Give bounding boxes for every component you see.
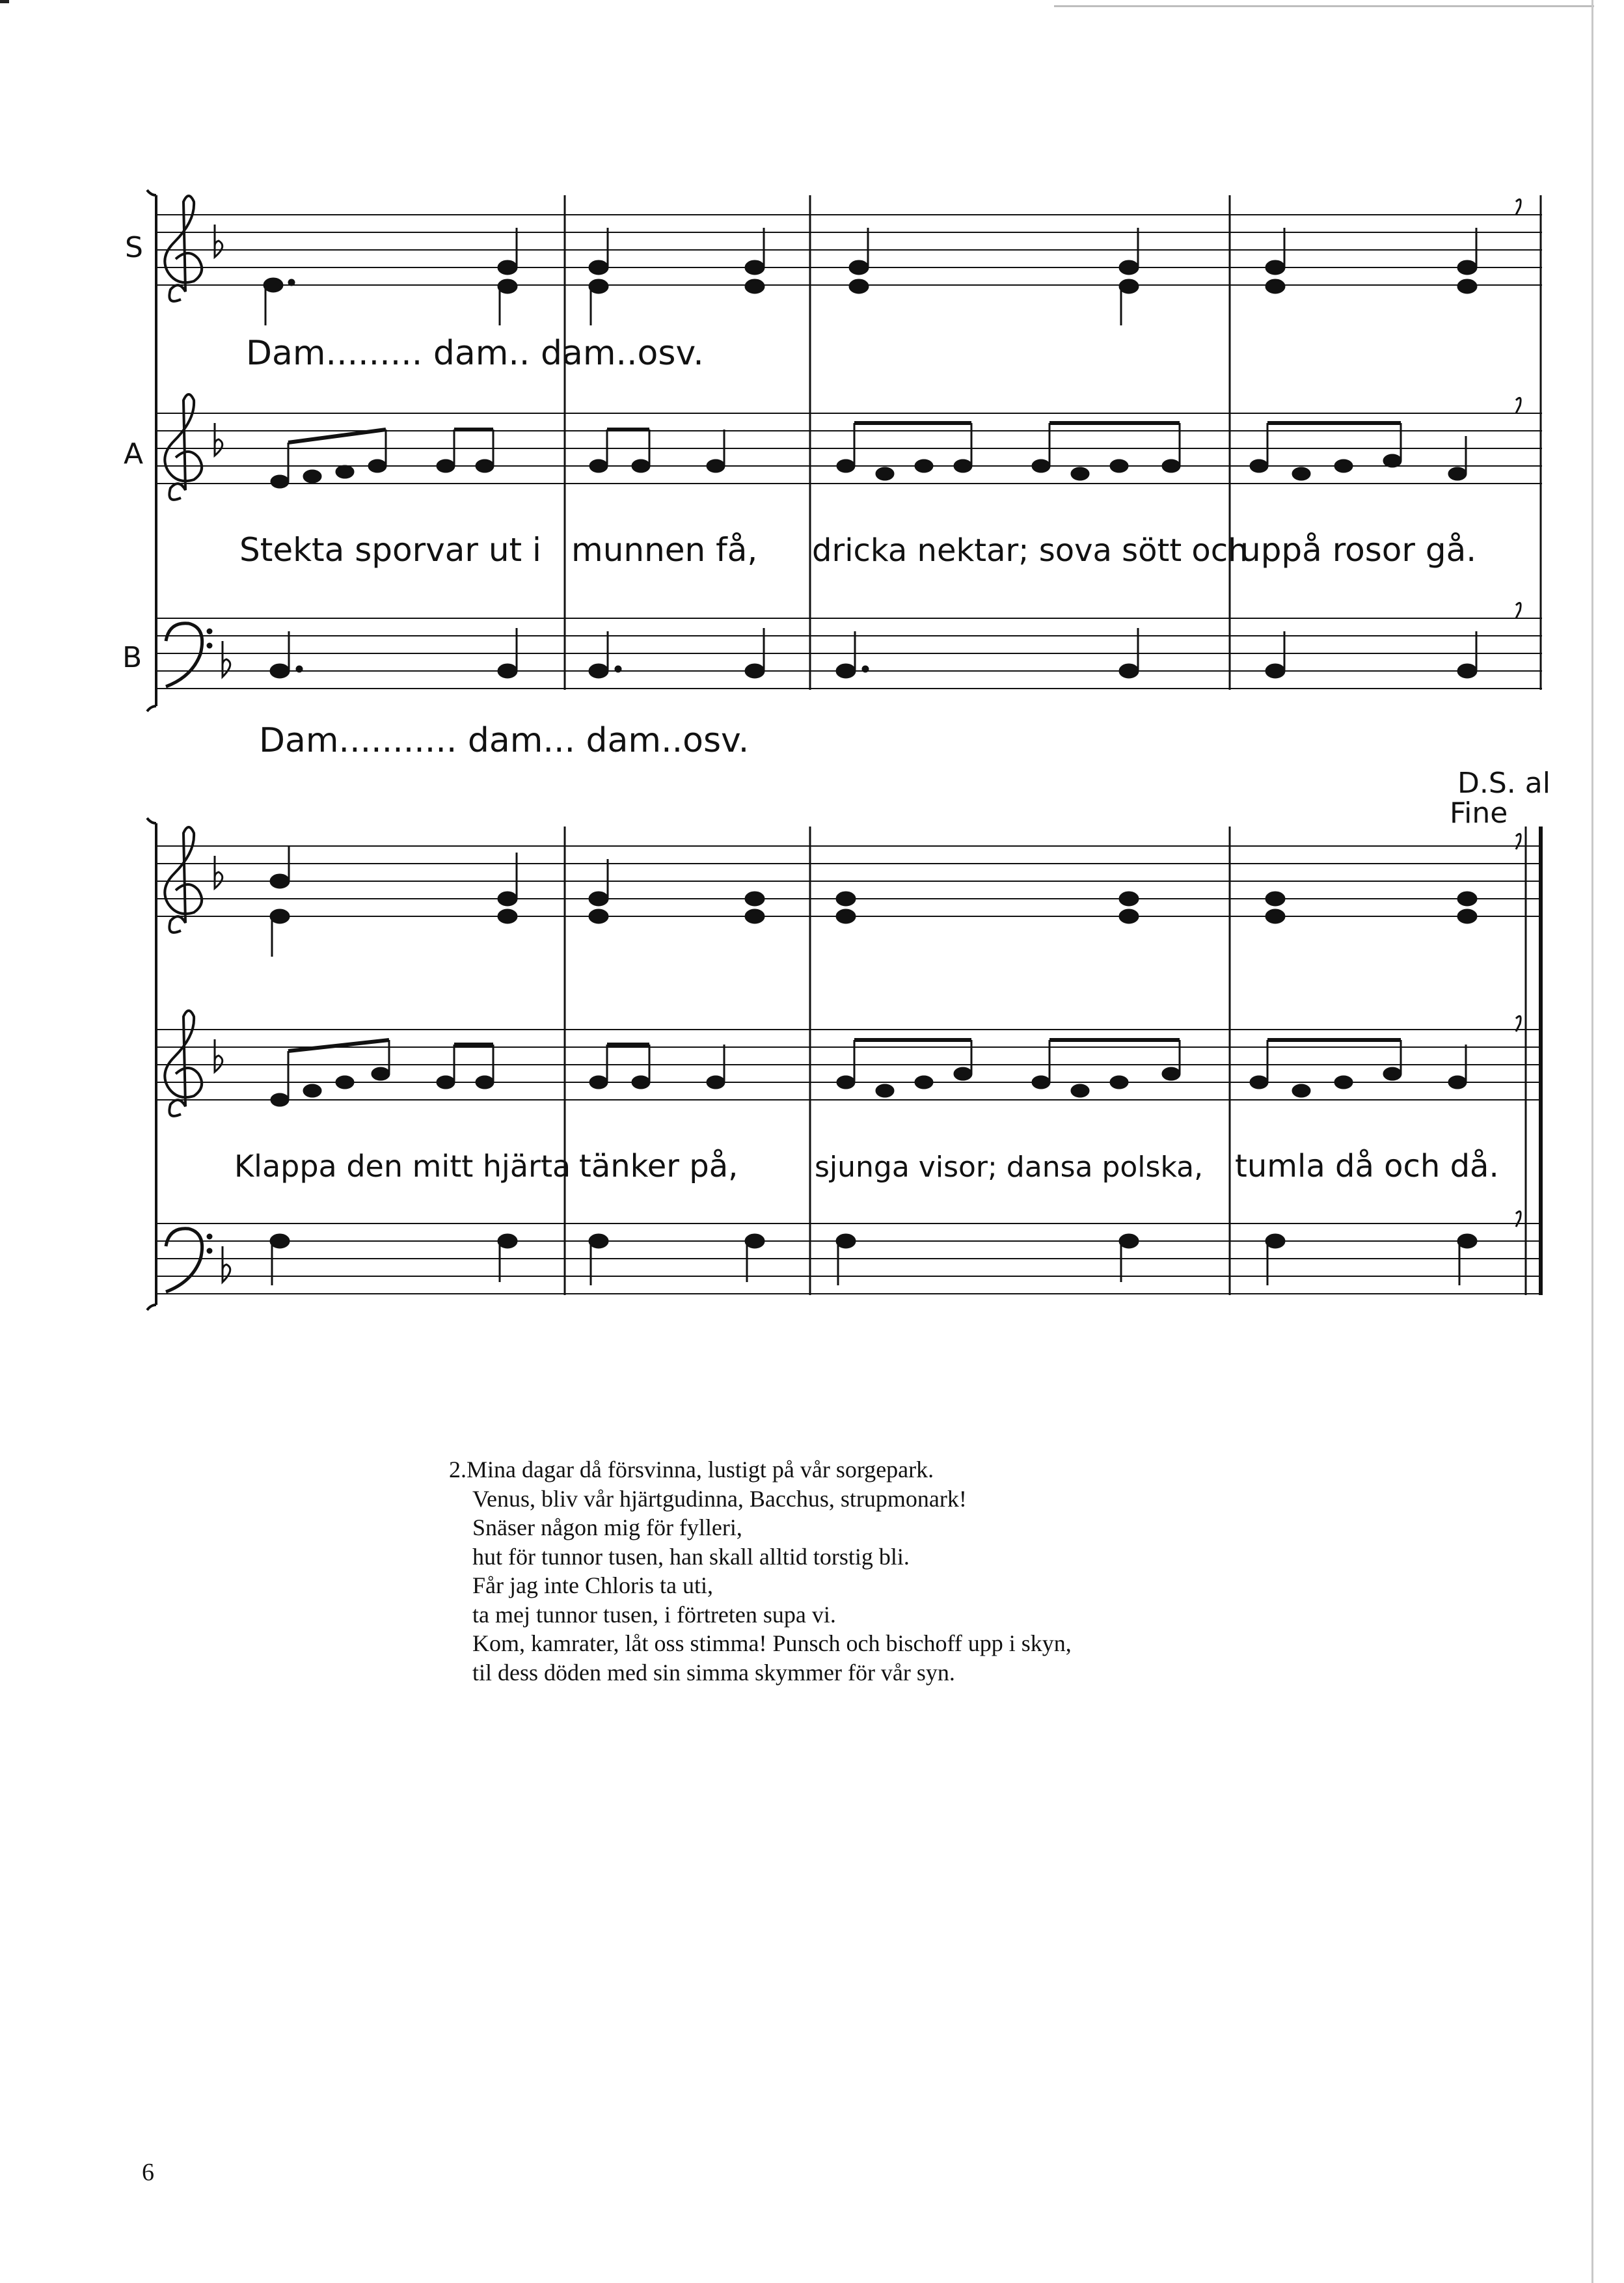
alto-lyric-2-2: tänker på,: [579, 1148, 738, 1184]
bass-label: B: [122, 641, 142, 674]
flat-icon: [215, 423, 223, 456]
page-number: 6: [142, 2159, 154, 2186]
verse-line: ta mej tunnor tusen, i förtreten supa vi.: [472, 1601, 836, 1628]
flat-icon: [215, 225, 223, 257]
soprano-staff-1: [156, 215, 1542, 285]
soprano-notes-1: [264, 228, 1476, 325]
alto-lyric-1-1: Stekta sporvar ut i: [239, 531, 541, 569]
bass-clef-icon: [166, 623, 202, 687]
alto-notes-2: [271, 1040, 1466, 1106]
barlines-2: [565, 827, 1541, 1295]
breath-marks: [1516, 199, 1521, 1227]
system-1: [147, 190, 1542, 711]
barlines-1: [565, 195, 1541, 690]
verse-line: til dess döden med sin simma skymmer för vår syn.: [472, 1659, 955, 1686]
alto-lyric-1-3: dricka nektar; sova sött och: [812, 532, 1248, 569]
bass-lyric-1: Dam........... dam... dam..osv.: [259, 721, 750, 760]
alto-lyric-2-1: Klappa den mitt hjärta: [234, 1149, 571, 1184]
alto-lyric-1-4: uppå rosor gå.: [1240, 531, 1477, 569]
alto-lyric-2-3: sjunga visor; dansa polska,: [815, 1151, 1204, 1184]
flat-icon: [215, 856, 223, 888]
verse-line: hut för tunnor tusen, han skall alltid torstig bli.: [472, 1543, 910, 1570]
bass-clef-icon: [166, 1229, 202, 1292]
verse-2: [449, 1455, 1360, 1687]
soprano-lyric-1: Dam......... dam.. dam..osv.: [246, 334, 704, 373]
ds-al-fine-line1: D.S. al: [1457, 767, 1550, 800]
alto-notes-1: [271, 423, 1466, 487]
verse-line: 2.Mina dagar då försvinna, lustigt på vår sorgepark.: [449, 1456, 934, 1483]
soprano-notes-2: [271, 846, 1476, 957]
ds-al-fine-line2: Fine: [1450, 797, 1508, 830]
alto-label: A: [124, 437, 144, 471]
soprano-label: S: [125, 231, 143, 264]
alto-lyric-1-2: munnen få,: [571, 531, 758, 569]
verse-line: Venus, bliv vår hjärtgudinna, Bacchus, strupmonark!: [472, 1485, 967, 1512]
alto-lyric-2-4: tumla då och då.: [1235, 1148, 1499, 1184]
verse-line: Får jag inte Chloris ta uti,: [472, 1572, 713, 1598]
bass-notes-2: [271, 1235, 1476, 1285]
flat-icon: [215, 1039, 223, 1072]
verse-line: Kom, kamrater, låt oss stimma! Punsch och bischoff upp i skyn,: [472, 1630, 1072, 1656]
verse-line: Snäser någon mig för fylleri,: [472, 1514, 742, 1540]
